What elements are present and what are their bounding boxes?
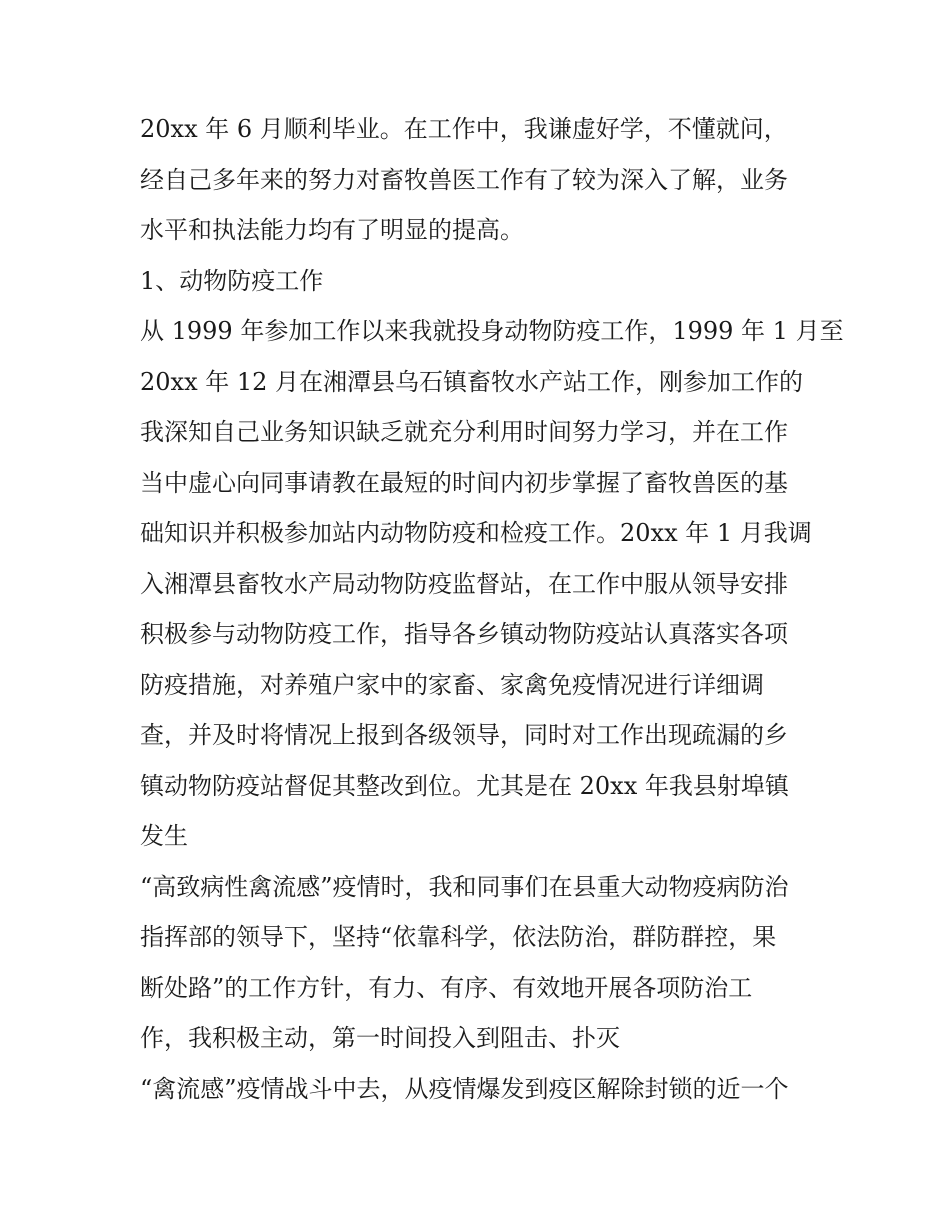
text-line: 我深知自己业务知识缺乏就充分利用时间努力学习，并在工作: [140, 418, 788, 446]
text-line: 经自己多年来的努力对畜牧兽医工作有了较为深入了解，业务: [140, 165, 788, 194]
text-line: 础知识并积极参加站内动物防疫和检疫工作。20xx 年 1 月我调: [140, 519, 812, 547]
text-line: 水平和执法能力均有了明显的提高。: [140, 216, 524, 244]
text-line: 20xx 年 12 月在湘潭县乌石镇畜牧水产站工作，刚参加工作的: [140, 367, 804, 396]
document-body: [140, 104, 844, 1114]
text-line: “禽流感”疫情战斗中去，从疫情爆发到疫区解除封锁的近一个: [140, 1074, 789, 1103]
text-line: 积极参与动物防疫工作，指导各乡镇动物防疫站认真落实各项: [140, 620, 788, 648]
text-line: 查，并及时将情况上报到各级领导，同时对工作出现疏漏的乡: [140, 721, 788, 749]
text-line: 当中虚心向同事请教在最短的时间内初步掌握了畜牧兽医的基: [140, 468, 788, 497]
text-line: 镇动物防疫站督促其整改到位。尤其是在 20xx 年我县射埠镇: [140, 771, 789, 800]
text-line: 防疫措施，对养殖户家中的家畜、家禽免疫情况进行详细调: [140, 670, 764, 699]
text-line: “高致病性禽流感”疫情时，我和同事们在县重大动物疫病防治: [140, 872, 789, 901]
text-line: 指挥部的领导下，坚持“依靠科学，依法防治，群防群控，果: [140, 923, 777, 951]
text-line: 断处路”的工作方针，有力、有序、有效地开展各项防治工: [140, 973, 753, 1002]
text-line: 入湘潭县畜牧水产局动物防疫监督站，在工作中服从领导安排: [140, 569, 788, 598]
text-line: 作，我积极主动，第一时间投入到阻击、扑灭: [140, 1024, 620, 1052]
text-line: 从 1999 年参加工作以来我就投身动物防疫工作，1999 年 1 月至: [140, 317, 844, 345]
text-line: 发生: [140, 822, 188, 850]
section-heading: 1、动物防疫工作: [140, 266, 324, 295]
text-line: 20xx 年 6 月顺利毕业。在工作中，我谦虚好学，不懂就问，: [140, 115, 788, 143]
